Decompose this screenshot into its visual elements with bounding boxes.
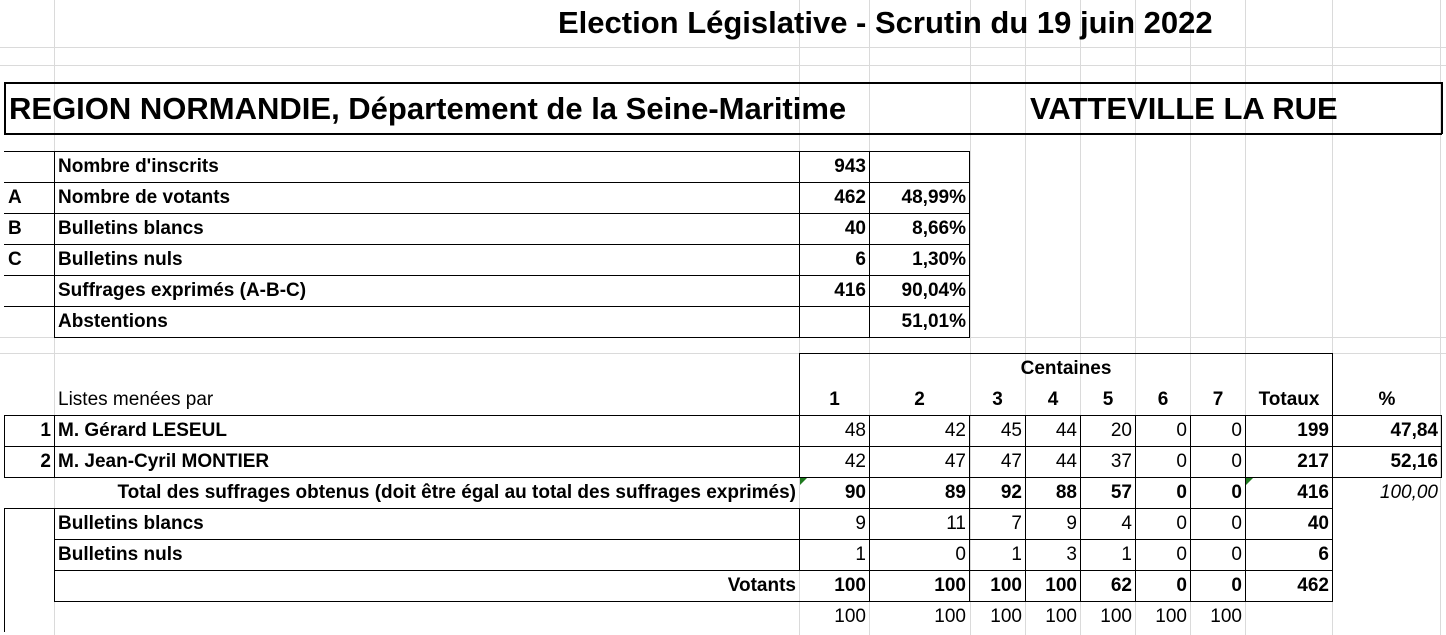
- check-value: 100: [834, 606, 866, 627]
- votants-value: 0: [1176, 575, 1187, 596]
- cell-value: 3: [1066, 544, 1077, 565]
- votants-label: Votants: [727, 575, 796, 596]
- blancs-total: 40: [1307, 513, 1329, 534]
- cell-value: 37: [1110, 451, 1132, 472]
- candidate-number: 1: [40, 420, 51, 441]
- candidate-pct: 47,84: [1390, 420, 1438, 441]
- column-header: 7: [1212, 389, 1224, 410]
- summary-letter: A: [8, 187, 22, 208]
- summary-label: Abstentions: [58, 311, 168, 332]
- candidate-name: M. Jean-Cyril MONTIER: [58, 451, 270, 472]
- check-value: 100: [934, 606, 966, 627]
- cell-value: 47: [1000, 451, 1022, 472]
- check-value: 100: [1100, 606, 1132, 627]
- summary-pct: 90,04%: [901, 280, 966, 301]
- cell-value: 0: [1176, 420, 1187, 441]
- cell-value: 11: [946, 513, 966, 534]
- votants-value: 100: [934, 575, 966, 596]
- commune-title: VATTEVILLE LA RUE: [1030, 91, 1338, 126]
- pct-header: %: [1378, 389, 1396, 410]
- votants-total: 462: [1297, 575, 1329, 596]
- total-value: 92: [1000, 482, 1022, 503]
- total-value: 0: [1231, 482, 1242, 503]
- candidate-total: 199: [1297, 420, 1329, 441]
- votants-value: 62: [1110, 575, 1132, 596]
- cell-value: 0: [1231, 544, 1242, 565]
- cell-value: 9: [1066, 513, 1077, 534]
- cell-value: 42: [944, 420, 966, 441]
- summary-letter: B: [8, 218, 22, 239]
- check-value: 100: [990, 606, 1022, 627]
- cell-value: 0: [1176, 451, 1187, 472]
- cell-value: 0: [1176, 544, 1187, 565]
- votants-value: 100: [834, 575, 866, 596]
- cell-value: 42: [844, 451, 866, 472]
- votants-value: 100: [990, 575, 1022, 596]
- column-header: 1: [829, 389, 840, 410]
- summary-label: Nombre de votants: [58, 187, 231, 208]
- column-header: 3: [992, 389, 1003, 410]
- votants-value: 0: [1231, 575, 1242, 596]
- summary-pct: 51,01%: [901, 311, 966, 332]
- votants-value: 100: [1045, 575, 1077, 596]
- summary-value: 6: [855, 249, 866, 270]
- total-value: 0: [1176, 482, 1187, 503]
- total-sum: 416: [1297, 482, 1329, 503]
- cell-value: 0: [1176, 513, 1187, 534]
- cell-value: 1: [1011, 544, 1022, 565]
- cell-value: 47: [944, 451, 966, 472]
- region-title: REGION NORMANDIE, Département de la Seine-Maritime: [9, 91, 847, 126]
- summary-label: Bulletins nuls: [58, 249, 183, 270]
- column-header: 2: [914, 389, 925, 410]
- cell-value: 20: [1110, 420, 1132, 441]
- totaux-header: Totaux: [1258, 389, 1320, 410]
- summary-label: Suffrages exprimés (A-B-C): [58, 280, 307, 301]
- cell-value: 44: [1055, 451, 1077, 472]
- column-header: 6: [1157, 389, 1169, 410]
- summary-letter: C: [8, 249, 22, 270]
- summary-value: 943: [834, 156, 866, 177]
- column-header: 5: [1102, 389, 1114, 410]
- check-value: 100: [1045, 606, 1077, 627]
- candidate-total: 217: [1297, 451, 1329, 472]
- total-value: 88: [1055, 482, 1077, 503]
- summary-pct: 8,66%: [912, 218, 966, 239]
- check-value: 100: [1155, 606, 1187, 627]
- summary-pct: 48,99%: [901, 187, 966, 208]
- summary-value: 462: [834, 187, 866, 208]
- cell-value: 0: [955, 544, 966, 565]
- cell-value: 44: [1055, 420, 1077, 441]
- cell-value: 0: [1231, 420, 1242, 441]
- check-value: 100: [1210, 606, 1242, 627]
- total-value: 57: [1110, 482, 1132, 503]
- listes-label: Listes menées par: [58, 389, 214, 410]
- cell-value: 9: [855, 513, 866, 534]
- column-header: 4: [1047, 389, 1059, 410]
- cell-value: 1: [1121, 544, 1132, 565]
- cell-value: 0: [1231, 451, 1242, 472]
- cell-value: 1: [855, 544, 866, 565]
- candidate-name: M. Gérard LESEUL: [58, 420, 227, 441]
- summary-label: Bulletins blancs: [58, 218, 204, 239]
- blancs-label: Bulletins blancs: [58, 513, 204, 534]
- summary-value: 40: [844, 218, 866, 239]
- cell-value: 48: [844, 420, 866, 441]
- summary-value: 416: [834, 280, 866, 301]
- total-value: 89: [944, 482, 966, 503]
- page-title: Election Législative - Scrutin du 19 juin 2022: [558, 5, 1213, 40]
- nuls-label: Bulletins nuls: [58, 544, 183, 565]
- cell-value: 7: [1011, 513, 1022, 534]
- candidate-number: 2: [40, 451, 51, 472]
- summary-pct: 1,30%: [912, 249, 966, 270]
- cell-value: 4: [1121, 513, 1132, 534]
- total-label: Total des suffrages obtenus (doit être égal au total des suffrages exprimés): [117, 482, 796, 503]
- nuls-total: 6: [1318, 544, 1329, 565]
- summary-label: Nombre d'inscrits: [58, 156, 219, 177]
- total-pct: 100,00: [1379, 482, 1438, 503]
- candidate-pct: 52,16: [1390, 451, 1438, 472]
- centaines-header: Centaines: [1020, 358, 1112, 379]
- cell-value: 0: [1231, 513, 1242, 534]
- total-value: 90: [844, 482, 866, 503]
- cell-value: 45: [1000, 420, 1022, 441]
